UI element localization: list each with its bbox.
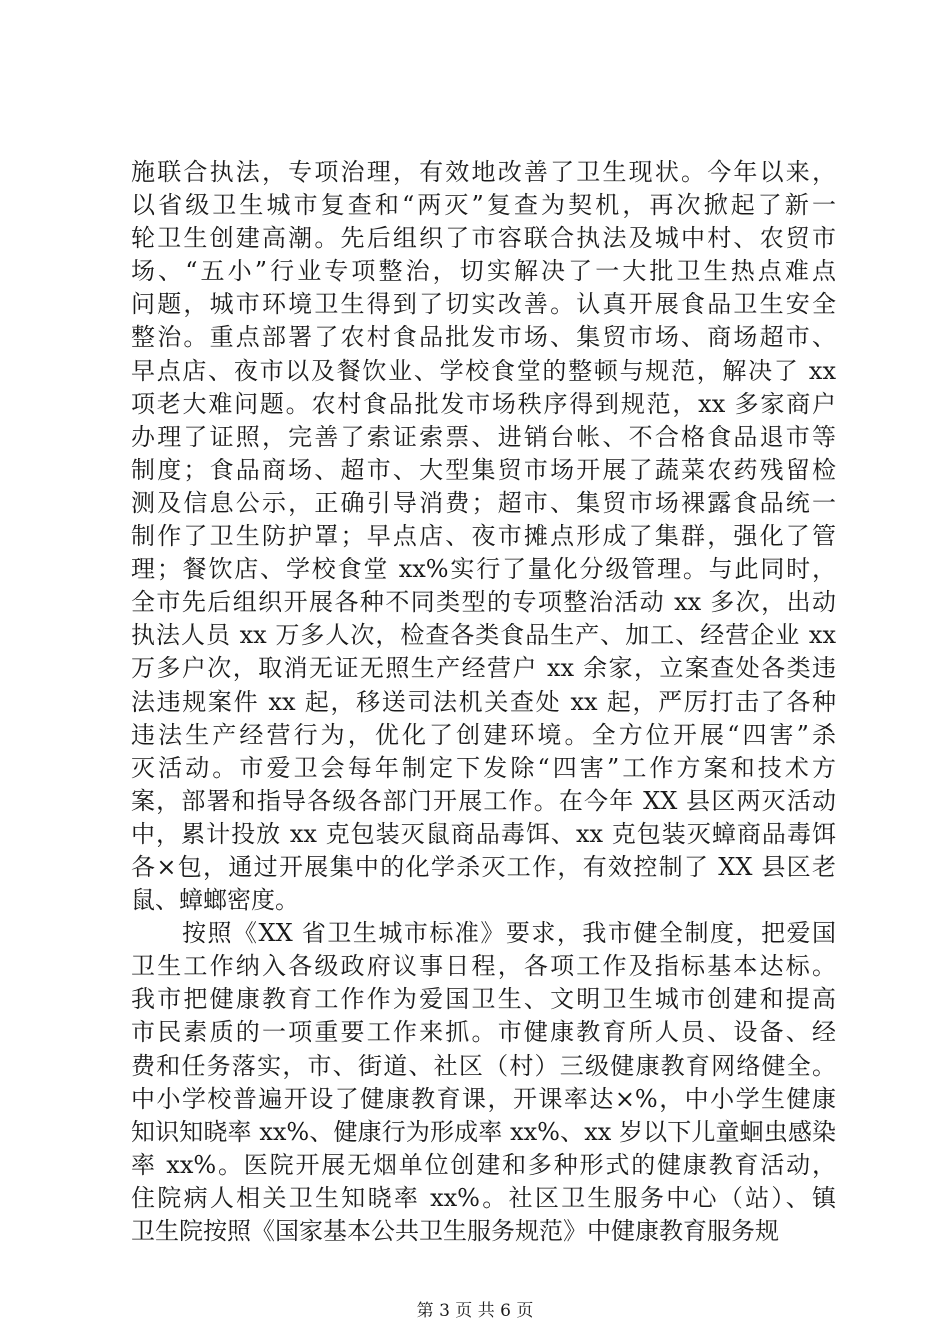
text-line: 住院病人相关卫生知晓率 xx%。社区卫生服务中心（站）、镇 xyxy=(131,1183,836,1212)
text-line: 制度；食品商场、超市、大型集贸市场开展了蔬菜农药残留检 xyxy=(131,455,836,484)
text-line: 场、“五小”行业专项整治，切实解决了一大批卫生热点难点 xyxy=(131,257,836,286)
text-line: 灭活动。市爱卫会每年制定下发除“四害”工作方案和技术方 xyxy=(131,753,836,782)
text-line: 理；餐饮店、学校食堂 xx%实行了量化分级管理。与此同时， xyxy=(131,555,836,584)
body-text xyxy=(131,156,836,1248)
page-footer: 第 3 页 共 6 页 xyxy=(416,1301,534,1321)
text-line: 施联合执法，专项治理，有效地改善了卫生现状。今年以来， xyxy=(131,158,836,186)
text-line: 测及信息公示，正确引导消费；超市、集贸市场裸露食品统一 xyxy=(131,488,836,517)
text-line: 案，部署和指导各级各部门开展工作。在今年 XX 县区两灭活动 xyxy=(131,786,836,815)
text-line: 中小学校普遍开设了健康教育课，开课率达×%，中小学生健康 xyxy=(131,1084,836,1113)
text-line: 制作了卫生防护罩；早点店、夜市摊点形成了集群，强化了管 xyxy=(131,522,836,551)
text-line: 整治。重点部署了农村食品批发市场、集贸市场、商场超市、 xyxy=(131,323,836,352)
text-line: 全市先后组织开展各种不同类型的专项整治活动 xx 多次，出动 xyxy=(131,588,836,617)
paragraph xyxy=(131,156,836,917)
text-line: 卫生院按照《国家基本公共卫生服务规范》中健康教育服务规 xyxy=(131,1217,779,1245)
text-line: 按照《XX 省卫生城市标准》要求，我市健全制度，把爱国 xyxy=(131,919,836,948)
text-line: 以省级卫生城市复查和“两灭”复查为契机，再次掀起了新一 xyxy=(131,191,836,220)
text-line: 市民素质的一项重要工作来抓。市健康教育所人员、设备、经 xyxy=(131,1018,836,1047)
text-line: 费和任务落实，市、街道、社区（村）三级健康教育网络健全。 xyxy=(131,1051,836,1080)
text-line: 卫生工作纳入各级政府议事日程，各项工作及指标基本达标。 xyxy=(131,952,836,981)
text-line: 违法生产经营行为，优化了创建环境。全方位开展“四害”杀 xyxy=(131,720,836,749)
paragraph xyxy=(131,917,836,1248)
text-line: 我市把健康教育工作作为爱国卫生、文明卫生城市创建和提高 xyxy=(131,985,836,1014)
text-line: 率 xx%。医院开展无烟单位创建和多种形式的健康教育活动， xyxy=(131,1150,836,1179)
text-line: 法违规案件 xx 起，移送司法机关查处 xx 起，严厉打击了各种 xyxy=(131,687,836,716)
text-line: 早点店、夜市以及餐饮业、学校食堂的整顿与规范，解决了 xx xyxy=(131,356,836,385)
text-line: 办理了证照，完善了索证索票、进销台帐、不合格食品退市等 xyxy=(131,422,836,451)
text-line: 知识知晓率 xx%、健康行为形成率 xx%、xx 岁以下儿童蛔虫感染 xyxy=(131,1117,836,1146)
text-line: 中，累计投放 xx 克包装灭鼠商品毒饵、xx 克包装灭蟑商品毒饵 xyxy=(131,819,836,848)
text-line: 各×包，通过开展集中的化学杀灭工作，有效控制了 XX 县区老 xyxy=(131,852,836,881)
text-line: 轮卫生创建高潮。先后组织了市容联合执法及城中村、农贸市 xyxy=(131,224,836,253)
text-line: 万多户次，取消无证无照生产经营户 xx 余家，立案查处各类违 xyxy=(131,654,836,683)
text-line: 问题，城市环境卫生得到了切实改善。认真开展食品卫生安全 xyxy=(131,290,836,319)
text-line: 鼠、蟑螂密度。 xyxy=(131,886,299,915)
text-line: 执法人员 xx 万多人次，检查各类食品生产、加工、经营企业 xx xyxy=(131,621,836,650)
text-line: 项老大难问题。农村食品批发市场秩序得到规范，xx 多家商户 xyxy=(131,389,836,418)
